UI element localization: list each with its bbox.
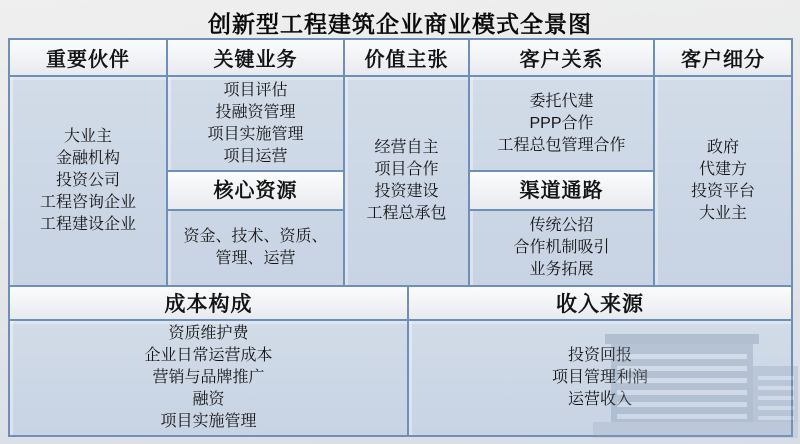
list-item: 运营收入 [567, 391, 632, 408]
column-header-key-partners: 重要伙伴 [10, 40, 168, 77]
sub-header-core-resources: 核心资源 [168, 170, 343, 211]
sub-header-channels: 渠道通路 [470, 170, 653, 211]
list-item: 金融机构 [55, 150, 120, 167]
cell-key-activities [168, 77, 345, 285]
list-item: 项目合作 [374, 161, 439, 178]
column-header-value-proposition: 价值主张 [345, 40, 470, 77]
page-title: 创新型工程建筑企业商业模式全景图 [208, 11, 592, 37]
cell-customer-segments [655, 77, 791, 285]
list-item: 项目实施管理 [160, 413, 257, 430]
cell-value-proposition [345, 77, 470, 285]
column-header-customer-segments: 客户细分 [655, 40, 791, 77]
list-item: 投资回报 [567, 347, 632, 364]
list-item: 委托代建 [529, 92, 594, 110]
cell-customer-relationships [470, 77, 655, 285]
list-item: 工程总承包 [366, 205, 447, 222]
core-resources-list [168, 211, 343, 285]
key-activities-list [168, 77, 343, 170]
canvas-bottom-section [10, 287, 791, 435]
list-item: 企业日常运营成本 [144, 347, 273, 364]
list-item: 传统公招 [529, 217, 594, 234]
section-header-cost-structure: 成本构成 [10, 287, 409, 321]
list-item: 投资平台 [690, 183, 755, 200]
list-item: 项目实施管理 [207, 125, 304, 143]
list-item: 投资公司 [55, 172, 120, 189]
customer-relationships-list [470, 77, 653, 170]
list-item: 工程咨询企业 [39, 194, 136, 211]
section-header-revenue-streams: 收入来源 [409, 287, 791, 321]
cell-revenue-streams [409, 321, 791, 435]
canvas-table [8, 38, 793, 437]
list-item: 工程总包管理合作 [497, 136, 626, 154]
list-item: 政府 [706, 139, 739, 156]
list-item: 项目运营 [223, 147, 288, 165]
list-item: 大业主 [63, 128, 112, 145]
list-item: 经营自主 [374, 139, 439, 156]
list-item: 合作机制吸引 [513, 239, 610, 256]
list-item: 投资建设 [374, 183, 439, 200]
list-item: 业务拓展 [529, 261, 594, 278]
list-item: 营销与品牌推广 [152, 369, 265, 386]
column-header-key-activities: 关键业务 [168, 40, 345, 77]
list-item: 融资 [192, 391, 225, 408]
cell-cost-structure [10, 321, 409, 435]
list-item: 项目管理利润 [551, 369, 648, 386]
column-header-customer-relationships: 客户关系 [470, 40, 655, 77]
channels-list [470, 211, 653, 285]
canvas-top-section [10, 40, 791, 287]
list-item: 资金、技术、资质、管理、运营 [183, 228, 328, 267]
list-item: 代建方 [698, 161, 747, 178]
cell-key-partners [10, 77, 168, 285]
list-item: 大业主 [698, 205, 747, 222]
list-item: 投融资管理 [215, 103, 296, 121]
list-item: 工程建设企业 [39, 216, 136, 233]
list-item: 项目评估 [223, 81, 288, 99]
list-item: PPP合作 [529, 114, 594, 132]
list-item: 资质维护费 [168, 325, 249, 342]
